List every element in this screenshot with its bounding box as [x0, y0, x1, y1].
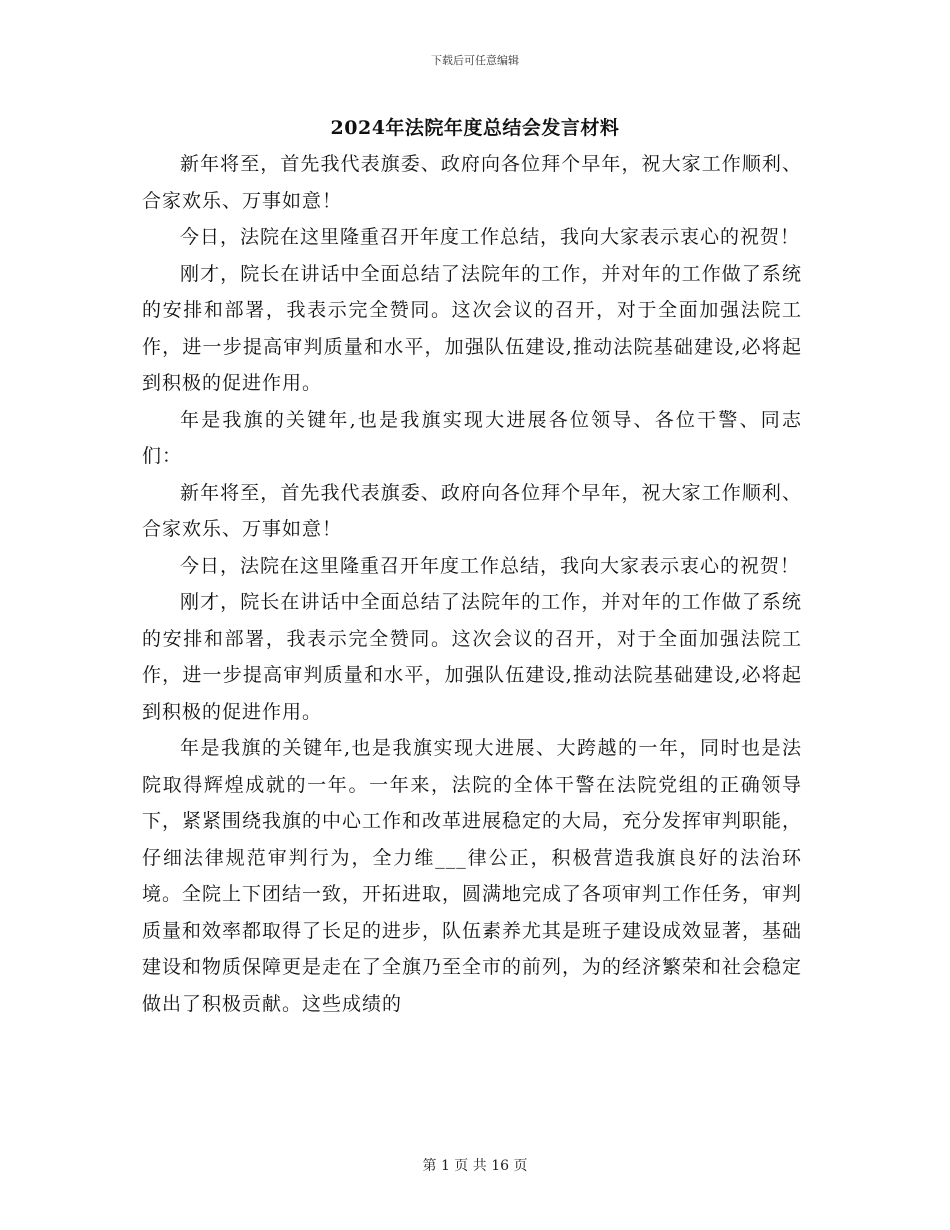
paragraph: 年是我旗的关键年,也是我旗实现大进展各位领导、各位干警、同志们： [142, 408, 802, 467]
paragraph: 年是我旗的关键年,也是我旗实现大进展、大跨越的一年，同时也是法院取得辉煌成就的一年。一年来，法院的全体干警在法院党组的正确领导下，紧紧围绕我旗的中心工作和改革进展稳定的大局，充分发挥审判职能，仔细法律规范审判行为，全力维___律公正，积极营造我旗良好的法治环境。全院上下团结一致，开拓进取，圆满地完成了各项审判工作任务，审判质量和效率都取得了长足的进步，队伍素养尤其是班子建设成效显著，基础建设和物质保障更是走在了全旗乃至全市的前列，为的经济繁荣和社会稳定做出了积极贡献。这些成绩的 [142, 737, 803, 1015]
paragraph: 刚才，院长在讲话中全面总结了法院年的工作，并对年的工作做了系统的安排和部署，我表示完全赞同。这次会议的召开，对于全面加强法院工作，进一步提高审判质量和水平，加强队伍建设,推动法院基础建设,必将起到积极的促进作用。 [142, 591, 802, 723]
page-number-footer: 第 1 页 共 16 页 [422, 1158, 528, 1174]
paragraph: 今日，法院在这里隆重召开年度工作总结，我向大家表示衷心的祝贺！ [180, 554, 801, 577]
document-title: 2024年法院年度总结会发言材料 [330, 117, 620, 139]
paragraph: 新年将至，首先我代表旗委、政府向各位拜个早年，祝大家工作顺利、合家欢乐、万事如意！ [142, 481, 802, 540]
page-header: 下载后可任意编辑 [431, 54, 519, 67]
paragraph: 新年将至，首先我代表旗委、政府向各位拜个早年，祝大家工作顺利、合家欢乐、万事如意！ [142, 153, 802, 212]
paragraph: 今日，法院在这里隆重召开年度工作总结，我向大家表示衷心的祝贺！ [180, 226, 801, 248]
document-body [142, 146, 802, 1022]
paragraph: 刚才，院长在讲话中全面总结了法院年的工作，并对年的工作做了系统的安排和部署，我表示完全赞同。这次会议的召开，对于全面加强法院工作，进一步提高审判质量和水平，加强队伍建设,推动法院基础建设,必将起到积极的促进作用。 [142, 262, 802, 394]
